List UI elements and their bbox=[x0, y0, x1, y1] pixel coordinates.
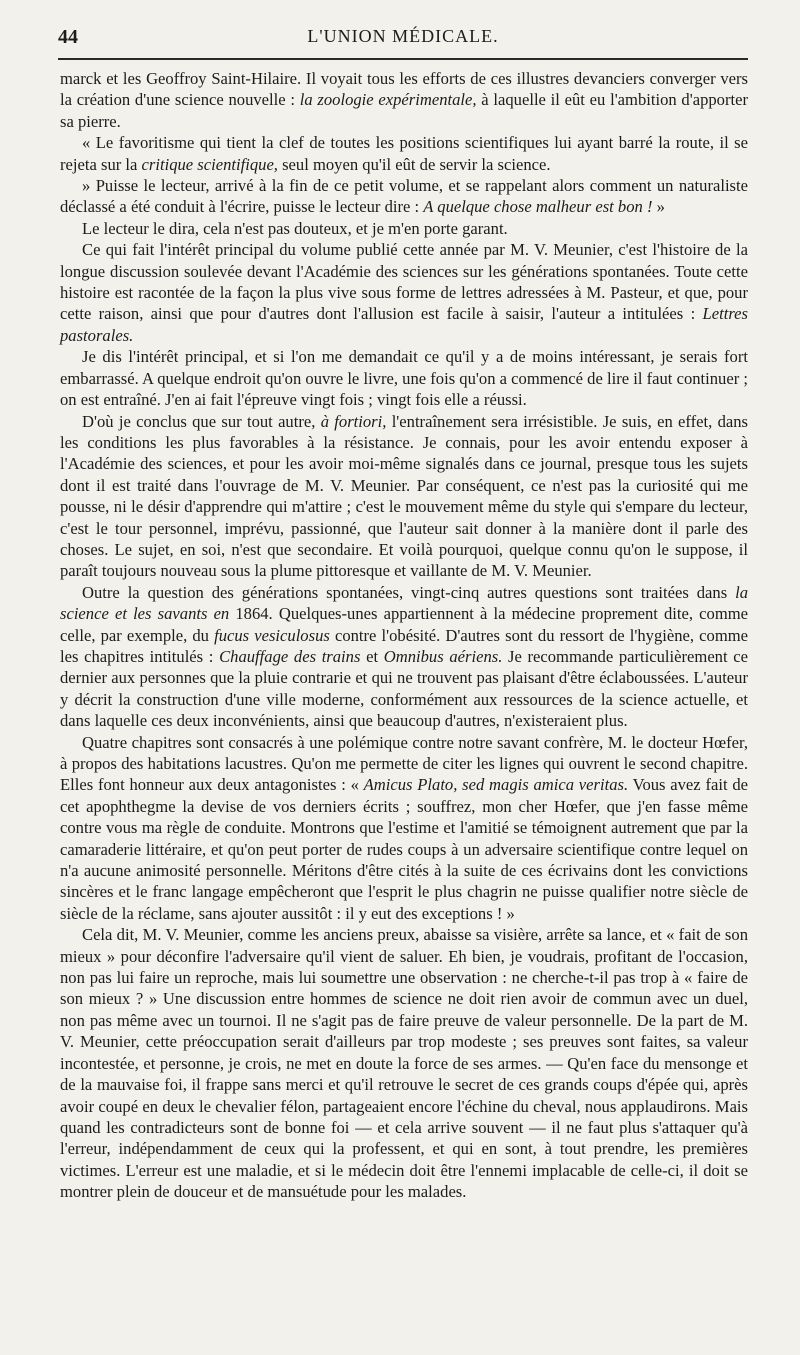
text-run: à laquelle il eût eu l'ambition d'apporter sa pierre. bbox=[60, 90, 748, 131]
paragraph bbox=[60, 924, 748, 1202]
paragraph bbox=[60, 582, 748, 732]
text-run: 1864. Quelques-unes appartiennent à la médecine proprement dite, comme celle, par exemple, du bbox=[60, 604, 748, 645]
paragraph bbox=[60, 346, 748, 410]
italic-run: la zoologie expérimentale, bbox=[299, 90, 477, 110]
italic-run: A quelque chose malheur est bon ! bbox=[423, 197, 653, 217]
text-run: Vous avez fait de cet apophthegme la devise de vos derniers écrits ; souffrez, mon cher Hœfer, que j'en fasse même contre vous ma règle de conduite. Montrons que l'estime et l'amitié se témoignent autrement que par la camaraderie littéraire, et qu'on peut porter de rudes coups à un adversaire scientifique contre lequel on n'a aucune animosité personnelle. Méritons d'être cités à la suite de ces écrivains dont les convictions sincères et le franc langage empêcheront que l'esprit le plus chagrin ne puisse qualifier notre siècle de siècle de la réclame, sans ajouter aussitôt : il y eut des exceptions ! » bbox=[60, 775, 748, 923]
text-run: Cela dit, M. V. Meunier, comme les anciens preux, abaisse sa visière, arrête sa lance, et « fait de son mieux » pour déconfire l'adversaire qu'il vient de saluer. Eh bien, je voudrais, profitant de l'occasion, non pas lui faire un reproche, mais lui soumettre une observation : ne cherche-t-il pas trop à « faire de son mieux ? » Une discussion entre hommes de science ne doit rien avoir de commun avec un duel, non pas même avec un tournoi. Il ne s'agit pas de faire preuve de valeur personnelle. De la part de M. V. Meunier, cette préoccupation serait d'ailleurs par trop modeste ; ses preuves sont faites, sa valeur incontestée, et personne, je crois, ne met en doute la force de ses armes. — Qu'en face du mensonge et de la mauvaise foi, il frappe sans merci et qu'il retrouve le secret de ces grands coups d'épée qui, après avoir coupé en deux le chevalier félon, partageaient encore l'échine du cheval, nous applaudirons. Mais quand les contradicteurs sont de bonne foi — et cela arrive souvent — il ne faut plus s'attaquer qu'à l'erreur, indépendamment de ceux qui la professent, et qui en sont, à tout prendre, les premières victimes. L'erreur est une maladie, et si le médecin doit être l'ennemi implacable de celle-ci, il doit se montrer plein de douceur et de mansuétude pour les malades. bbox=[60, 925, 748, 1202]
text-run: » Puisse le lecteur, arrivé à la fin de ce petit volume, et se rappelant alors comment un naturaliste déclassé a été conduit à l'écrire, puisse le lecteur dire : bbox=[60, 176, 748, 217]
text-run: Ce qui fait l'intérêt principal du volume publié cette année par M. V. Meunier, c'est l'histoire de la longue discussion soulevée devant l'Académie des sciences sur les générations spontanées. Toute cette histoire est racontée de la façon la plus vive sous forme de lettres adressées à M. Pasteur, et que, pour cette raison, ainsi que pour d'autres dont l'allusion est facile à saisir, l'auteur a intitulées : bbox=[60, 240, 748, 324]
text-run: Le lecteur le dira, cela n'est pas douteux, et je m'en porte garant. bbox=[82, 218, 508, 238]
italic-run: la science et les savants en bbox=[60, 582, 748, 624]
paragraph bbox=[60, 239, 748, 346]
body-text bbox=[60, 68, 748, 1203]
paragraph bbox=[60, 132, 748, 175]
paragraph bbox=[60, 175, 748, 218]
text-run: l'entraînement sera irrésistible. Je suis, en effet, dans les conditions les plus favorables à la résistance. Je connais, pour les avoir entendu exposer à l'Académie des sciences, et pour les avoir moi-même signalés dans ce journal, presque tous les sujets dont il est traité dans l'ouvrage de M. V. Meunier. Par conséquent, ce n'est pas la curiosité qui me pousse, ni le désir d'apprendre qui m'attire ; c'est le mouvement même du style qui s'empare du lecteur, c'est le tour personnel, imprévu, passionné, que l'auteur sait donner à la manière dont il parle des choses. Le sujet, en soi, n'est que secondaire. Et voilà pourquoi, quelque connu qu'on le suppose, il paraît toujours nouveau sous la plume pittoresque et vaillante de M. V. Meunier. bbox=[60, 411, 749, 581]
italic-run: Omnibus aériens. bbox=[383, 646, 503, 666]
text-run: » bbox=[652, 197, 665, 217]
text-run: Quatre chapitres sont consacrés à une polémique contre notre savant confrère, M. le docteur Hœfer, à propos des habitations lacustres. Qu'on me permette de citer les lignes qui ouvrent le second chapitre. Elles font honneur aux deux antagonistes : « bbox=[60, 732, 748, 795]
italic-run: Chauffage des trains bbox=[219, 646, 361, 666]
text-run: « Le favoritisme qui tient la clef de toutes les positions scientifiques lui ayant barré la route, il se rejeta sur la bbox=[60, 133, 748, 174]
text-run: et bbox=[360, 646, 384, 666]
paragraph bbox=[60, 411, 748, 582]
italic-run: fucus vesiculosus bbox=[214, 625, 330, 645]
header-rule bbox=[58, 58, 748, 60]
text-run: Je recommande particulièrement ce dernier aux personnes que la pluie contrarie et qui ne trouvent pas plaisant d'être éclaboussées. L'auteur y décrit la construction d'une ville moderne, conformément aux ressources de la science actuelle, et dans laquelle ces deux inconvénients, ainsi que beaucoup d'autres, n'existeraient plus. bbox=[60, 646, 748, 731]
page-header bbox=[58, 22, 748, 52]
text-run: Je dis l'intérêt principal, et si l'on me demandait ce qu'il y a de moins intéressant, je serais fort embarrassé. A quelque endroit qu'on ouvre le livre, une fois qu'on a commencé de lire il faut continuer ; on est entraîné. J'en ai fait l'épreuve vingt fois ; vingt fois elle a réussi. bbox=[60, 347, 748, 410]
italic-run: Lettres pastorales. bbox=[60, 304, 748, 345]
running-title: L'UNION MÉDICALE. bbox=[307, 26, 499, 46]
text-run: marck et les Geoffroy Saint-Hilaire. Il voyait tous les efforts de ces illustres devanciers converger vers la création d'une science nouvelle : bbox=[60, 69, 748, 110]
italic-run: à fortiori, bbox=[320, 411, 387, 431]
text-run: D'où je conclus que sur tout autre, bbox=[82, 411, 321, 431]
italic-run: Amicus Plato, sed magis amica veritas. bbox=[363, 775, 629, 795]
paragraph bbox=[60, 68, 748, 132]
paragraph bbox=[60, 732, 748, 925]
page-number: 44 bbox=[58, 26, 78, 48]
text-run: contre l'obésité. D'autres sont du ressort de l'hygiène, comme les chapitres intitulés : bbox=[60, 625, 748, 666]
paragraph bbox=[60, 218, 748, 239]
text-run: seul moyen qu'il eût de servir la science. bbox=[277, 154, 551, 174]
italic-run: critique scientifique, bbox=[141, 154, 278, 174]
text-run: Outre la question des générations spontanées, vingt-cinq autres questions sont traitées dans bbox=[82, 582, 736, 602]
